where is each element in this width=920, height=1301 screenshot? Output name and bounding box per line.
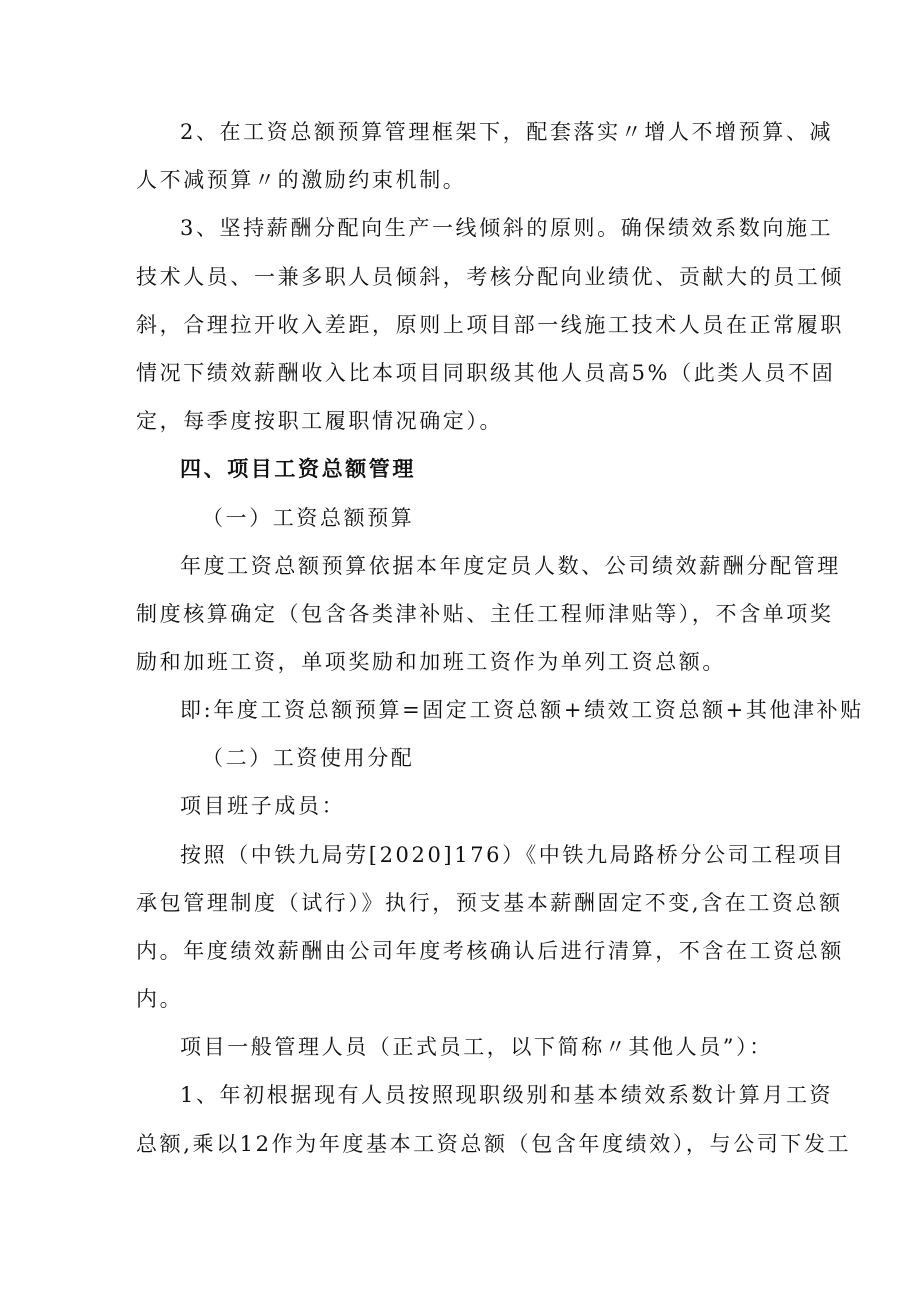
paragraph-line: 项目班子成员： [180, 794, 346, 818]
paragraph-line: 内。 [136, 987, 184, 1011]
formula-line: 即:年度工资总额预算=固定工资总额+绩效工资总额+其他津补贴 [180, 698, 864, 722]
paragraph-line: 承包管理制度（试行）》执行，预支基本薪酬固定不变,含在工资总额 [136, 891, 843, 915]
paragraph-line: 情况下绩效薪酬收入比本项目同职级其他人员高5%（此类人员不固 [136, 361, 836, 385]
paragraph-line: 1、年初根据现有人员按照现职级别和基本绩效系数计算月工资 [180, 1083, 834, 1107]
paragraph-line: 制度核算确定（包含各类津补贴、主任工程师津贴等），不含单项奖 [136, 602, 834, 626]
paragraph-line: 定，每季度按职工履职情况确定）。 [136, 409, 504, 433]
paragraph-line: 技术人员、一兼多职人员倾斜，考核分配向业绩优、贡献大的员工倾 [136, 265, 844, 289]
paragraph-line: 3、坚持薪酬分配向生产一线倾斜的原则。确保绩效系数向施工 [180, 216, 834, 240]
section-heading: 四、项目工资总额管理 [180, 456, 416, 481]
paragraph-line: 按照（中铁九局劳[2020]176）《中铁九局路桥分公司工程项目 [180, 843, 846, 867]
paragraph-line: 2、在工资总额预算管理框架下，配套落实〃增人不增预算、减 [180, 120, 834, 144]
paragraph-line: 斜，合理拉开收入差距，原则上项目部一线施工技术人员在正常履职 [136, 313, 844, 337]
paragraph-line: 项目一般管理人员（正式员工，以下简称〃其他人员”）： [180, 1035, 773, 1059]
paragraph-line: 年度工资总额预算依据本年度定员人数、公司绩效薪酬分配管理 [180, 554, 841, 578]
paragraph-line: 人不减预算〃的激励约束机制。 [136, 168, 467, 192]
paragraph-line: 内。年度绩效薪酬由公司年度考核确认后进行清算，不含在工资总额 [136, 939, 844, 963]
paragraph-line: 总额,乘以12作为年度基本工资总额（包含年度绩效），与公司下发工 [136, 1132, 852, 1156]
paragraph-line: 励和加班工资，单项奖励和加班工资作为单列工资总额。 [136, 650, 726, 674]
subsection-heading: （二）工资使用分配 [202, 746, 415, 770]
subsection-heading: （一）工资总额预算 [202, 506, 415, 530]
